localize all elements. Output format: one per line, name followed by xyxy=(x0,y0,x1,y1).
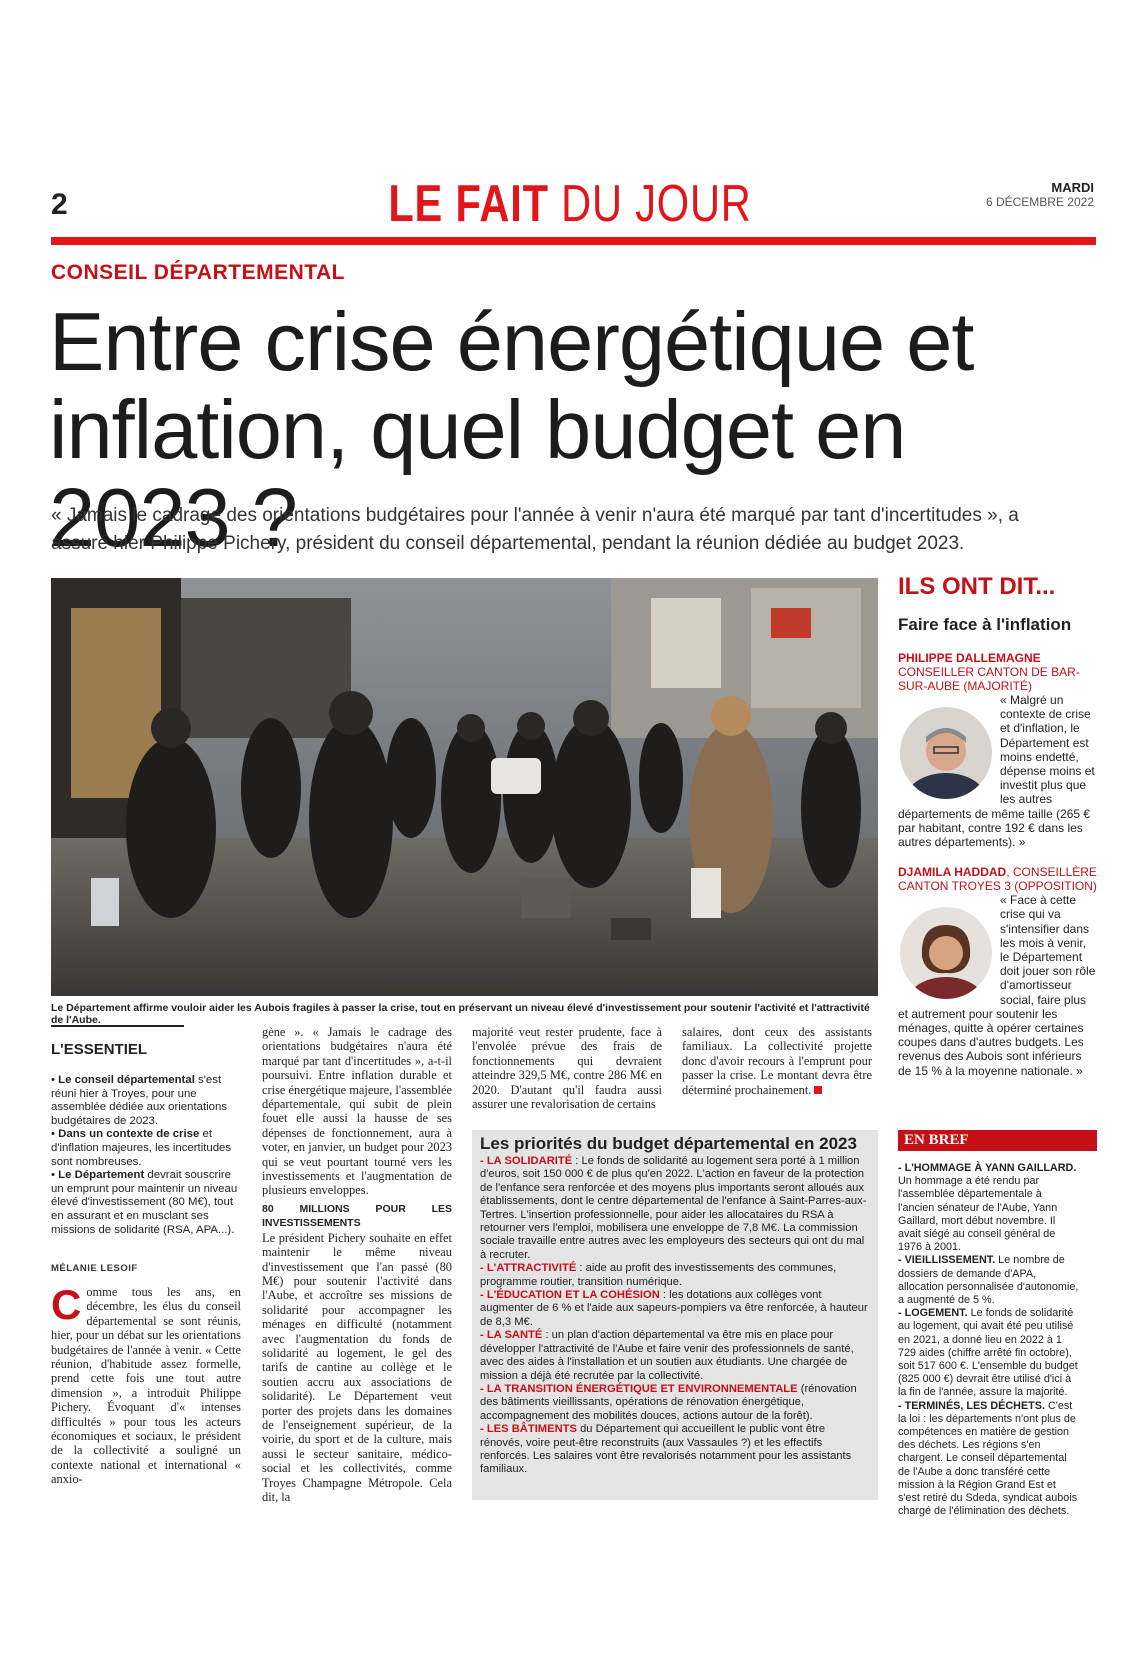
bref-text: Un hommage a été rendu par l'assemblée départementale à l'ancien sénateur de l'Aube, Yann Gaillard, mort début novembre. Il avait siégé au conseil général de 1976 à 2001. xyxy=(898,1175,1058,1254)
street-crowd-photo xyxy=(51,578,878,996)
priority-label: - LES BÂTIMENTS xyxy=(480,1423,577,1436)
quotes-title: ILS ONT DIT... xyxy=(898,573,1056,600)
priority-item xyxy=(480,1289,870,1329)
essentiel-item: • Dans un contexte de crise et d'inflation majeures, les incertitudes sont nombreuses. xyxy=(51,1128,232,1168)
portrait-illustration xyxy=(900,907,992,999)
essentiel-item: • Le Département devrait souscrire un emprunt pour maintenir un niveau élevé d'investissement (80 M€), tout en assurant et en musclant ses missions de solidarité (RSA, APA...). xyxy=(51,1169,238,1236)
priority-label: - LA TRANSITION ÉNERGÉTIQUE ET ENVIRONNEMENTALE xyxy=(480,1382,798,1395)
quote-author xyxy=(898,865,1098,893)
quote-author-name: DJAMILA HADDAD xyxy=(898,865,1007,880)
edition-date xyxy=(986,180,1094,210)
quotes-subtitle: Faire face à l'inflation xyxy=(898,615,1072,634)
essentiel-title: L'ESSENTIEL xyxy=(51,1025,184,1058)
portrait-photo xyxy=(900,907,992,999)
section-title xyxy=(114,174,1026,234)
body-column-3 xyxy=(472,1025,662,1111)
article-kicker: CONSEIL DÉPARTEMENTAL xyxy=(51,261,346,284)
article-byline: MÉLANIE LESOIF xyxy=(51,1263,138,1274)
priority-text: (rénovation des bâtiments vieillissants, opérations de rénovation énergétique, accompagnement des mobilités douces, actions autour de la forêt). xyxy=(480,1382,857,1422)
priority-item xyxy=(480,1383,870,1423)
bref-label: - VIEILLISSEMENT. xyxy=(898,1254,996,1267)
priorities-box xyxy=(472,1130,878,1500)
bref-label: - LOGEMENT. xyxy=(898,1307,968,1320)
body-column-4 xyxy=(682,1025,872,1097)
portrait-illustration xyxy=(900,707,992,799)
priority-item xyxy=(480,1329,870,1383)
quote-text: « Face à cette crise qui va s'intensifier dans les mois à venir, le Département doit jouer son rôle d'amortisseur social, faire plus et autrement pour soutenir les ménages, quitte à opérer certaines coupes dans d'autres budgets. Les revenus des Aubois sont inférieurs de 15 % à la moyenne nationale. » xyxy=(898,893,1096,1078)
body-subhead: 80 MILLIONS POUR LES INVESTISSEMENTS xyxy=(262,1202,452,1230)
essentiel-item-lead: Dans un contexte de crise xyxy=(58,1128,200,1141)
body-text: omme tous les ans, en décembre, les élus du conseil départemental se sont réunis, hier, pour un débat sur les orientations budgétaires de l'année à venir. « Cette réunion, d'habitude assez formelle, prend cette fois une tout autre dimension », a introduit Philippe Pichery. Évoquant d'« intenses difficultés » pour tous les acteurs économiques et sociaux, le président de la collectivité a souligné un contexte national et international « anxio- xyxy=(51,1285,241,1487)
body-text: gène ». « Jamais le cadrage des orientations budgétaires n'aura été marqué par tant d'incertitudes », a-t-il poursuivi. Entre inflation durable et crise énergétique majeure, l'assemblée départementale, qui subit de plein fouet elle aussi la hausse de ses dépenses de fonctionnement, aura à voter, en janvier, un budget pour 2023 qui se veut pourtant tourné vers les investissements et l'augmentation de plusieurs enveloppes. xyxy=(262,1025,452,1198)
section-title-thin: DU JOUR xyxy=(561,175,752,233)
quote-author-role: , CONSEILLÈRE CANTON TROYES 3 (OPPOSITION) xyxy=(898,865,1097,894)
header-divider xyxy=(51,237,1096,245)
priority-item xyxy=(480,1262,870,1289)
bref-text: C'est la loi : les départements n'ont plus de compétences en matière de gestion des déchets. Les régions s'en chargent. Le conseil départemental de l'Aube a donc transféré cette mission à la Région Grand Est et s'est retiré du Sdeda, syndicat aubois chargé de l'élimination des déchets. xyxy=(898,1399,1078,1518)
article-headline: Entre crise énergétique et inflation, quel budget en 2023 ? xyxy=(49,295,974,564)
portrait-photo xyxy=(900,707,992,799)
bref-item xyxy=(898,1254,1080,1307)
photo-caption: Le Département affirme vouloir aider les Aubois fragiles à passer la crise, tout en préservant un niveau élevé d'investissement pour soutenir l'activité et l'attractivité de l'Aube. xyxy=(51,1002,870,1026)
priority-item xyxy=(480,1423,870,1477)
essentiel-item-lead: Le conseil départemental xyxy=(58,1074,195,1086)
priority-label: - L'ÉDUCATION ET LA COHÉSION xyxy=(480,1289,660,1302)
bref-label: - TERMINÉS, LES DÉCHETS. xyxy=(898,1399,1045,1412)
priority-item xyxy=(480,1155,870,1262)
priority-text: du Département qui accueillent le public vont être rénovés, voire peut-être reconstruits (aux Vassaules ?) et les effectifs renforcés. Les salaires vont être revalorisés notamment pour les assistants familiaux. xyxy=(480,1423,852,1476)
priority-label: - LA SANTÉ xyxy=(480,1329,543,1342)
page-number: 2 xyxy=(51,188,68,221)
body-text: Le président Pichery souhaite en effet maintenir le même niveau d'investissement que l'an passé (80 M€) pour soutenir l'activité dans l'Aube, et accroître ses missions de solidarité pour accompagner les ménages en difficulté (notamment avec l'augmentation du fonds de solidarité au logement, le gel des tarifs de cantine au collège et le soutien accru aux associations de solidarité). Le Département veut porter des projets dans les domaines de l'enseignement supérieur, de la voirie, du sport et de la culture, mais aussi le secteur sanitaire, médico-social et les collectivités, comme Troyes Champagne Métropole. Cela dit, la xyxy=(262,1230,452,1504)
quote-text: « Malgré un contexte de crise et d'inflation, le Département est moins endetté, dépense moins et investit plus que les autres départements de même taille (265 € par habitant, contre 192 € dans les autres départements). » xyxy=(898,693,1095,850)
essentiel-item-text: et d'inflation majeures, les incertitudes sont nombreuses. xyxy=(51,1128,232,1168)
quote-author xyxy=(898,651,1098,665)
body-text: majorité veut rester prudente, face à l'envolée prévue des frais de fonctionnements qui devraient atteindre 329,5 M€, contre 286 M€ en 2020. D'autant qu'il faudra aussi assurer une revalorisation de certains xyxy=(472,1025,662,1112)
bref-item xyxy=(898,1400,1080,1519)
priority-text: : les dotations aux collèges vont augmenter de 6 % et l'aide aux sapeurs-pompiers va être renforcée, à hauteur de 8,3 M€. xyxy=(480,1289,868,1328)
quote-block xyxy=(898,865,1098,1078)
essentiel-item: • Le conseil départemental s'est réuni hier à Troyes, pour une assemblée dédiée aux orientations budgétaires de 2023. xyxy=(51,1074,228,1127)
quote-block xyxy=(898,651,1098,849)
edition-day: MARDI xyxy=(1051,180,1094,195)
quote-author-role: CONSEILLER CANTON DE BAR-SUR-AUBE (MAJORITÉ) xyxy=(898,665,1080,693)
essentiel-item-lead: Le Département xyxy=(58,1169,145,1182)
priority-text: : un plan d'action départemental va être mis en place pour développer l'attractivité de l'Aube et faire venir des professionnels de santé, avec des aides à l'installation et un soutien aux étudiants. Une chargée de mission a déjà été recrutée par la collectivité. xyxy=(480,1329,854,1382)
body-column-2 xyxy=(262,1025,452,1504)
essentiel-item-text: devrait souscrire un emprunt pour maintenir un niveau élevé d'investissement (80 M€), tout en assurant et en musclant ses missions de solidarité (RSA, APA...). xyxy=(51,1169,238,1236)
body-text: salaires, dont ceux des assistants familiaux. La collectivité projette donc d'avoir recours à l'emprunt pour passer la crise. Le montant devra être déterminé prochainement. xyxy=(682,1025,872,1097)
bref-label: - L'HOMMAGE À YANN GAILLARD. xyxy=(898,1162,1077,1174)
photo-illustration xyxy=(51,578,878,996)
essentiel-item-text: s'est réuni hier à Troyes, pour une assemblée dédiée aux orientations budgétaires de 2023. xyxy=(51,1074,228,1127)
quote-author-name: PHILIPPE DALLEMAGNE xyxy=(898,651,1041,665)
edition-full-date: 6 DÉCEMBRE 2022 xyxy=(985,195,1094,209)
article-standfirst: « Jamais le cadrage des orientations budgétaires pour l'année à venir n'aura été marqué par tant d'incertitudes », a assuré hier Philippe Pichery, président du conseil départemental, pendant la réunion dédiée au budget 2023. xyxy=(51,505,1019,554)
section-title-bold: LE FAIT xyxy=(388,175,549,233)
priority-label: - L'ATTRACTIVITÉ xyxy=(480,1262,577,1275)
body-column-1 xyxy=(51,1281,241,1487)
end-of-article-mark xyxy=(814,1086,822,1094)
bref-text: Le fonds de solidarité au logement, qui avait été peu utilisé en 2021, a donné lieu en 2022 à 1 729 aides (chiffre arrêté fin octobre), soit 517 600 €. L'ensemble du budget (825 000 €) devrait être utilisé d'ici à la fin de l'année, assure la majorité. xyxy=(898,1307,1078,1399)
essentiel-list xyxy=(51,1074,241,1237)
en-bref-title: EN BREF xyxy=(898,1130,1097,1151)
priorities-title: Les priorités du budget départemental en 2023 xyxy=(480,1134,857,1153)
dropcap: C xyxy=(51,1281,82,1328)
priority-text: : aide au profit des investissements des communes, programme routier, transition numérique. xyxy=(480,1262,837,1288)
priorities-list xyxy=(480,1155,870,1477)
priority-text: : Le fonds de solidarité au logement sera porté à 1 million d'euros, soit 150 000 € de plus qu'en 2022. L'action en faveur de la protection de l'enfance sera renforcée et des moyens plus importants seront alloués aux établissements, dont le centre départemental de l'enfance à Saint-Parres-aux-Tertres. L'insertion professionnelle, pour aider les allocataires du RSA à retourner vers l'emploi, mobilisera une enveloppe de 7,8 M€. La commission sociale travaille entre autres avec les employeurs des secteurs qui ont du mal à recruter. xyxy=(480,1155,867,1261)
bref-item xyxy=(898,1162,1080,1254)
priority-label: - LA SOLIDARITÉ xyxy=(480,1155,573,1167)
bref-text: Le nombre de dossiers de demande d'APA, allocation personnalisée d'autonomie, a augmenté de 5 %. xyxy=(898,1254,1079,1307)
en-bref-list xyxy=(898,1162,1080,1518)
bref-item xyxy=(898,1307,1080,1399)
quotes-sidebar xyxy=(898,573,1098,1078)
